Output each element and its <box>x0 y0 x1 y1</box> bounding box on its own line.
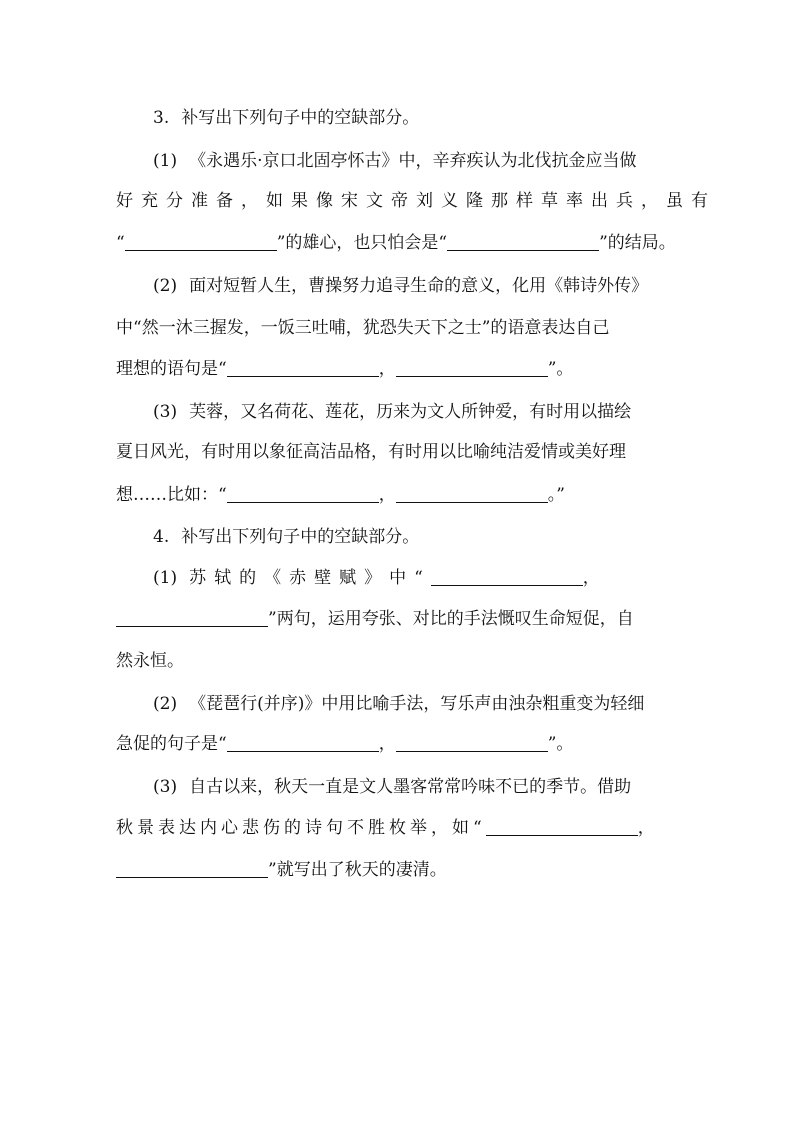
text-fragment: 急促的句子是“ <box>116 734 227 754</box>
answer-blank[interactable] <box>396 356 548 377</box>
answer-blank[interactable] <box>227 731 379 752</box>
item-number: (2) <box>153 694 178 714</box>
question-3-heading <box>153 103 682 133</box>
quote-open: “ <box>116 233 125 253</box>
text-fragment: 。” <box>547 485 565 505</box>
text-fragment: ”两句，运用夸张、对比的手法慨叹生命短促，自 <box>268 609 634 629</box>
punctuation: ， <box>378 485 396 505</box>
question-number: 3. <box>153 108 170 128</box>
question-title: 补写出下列句子中的空缺部分。 <box>181 527 420 547</box>
answer-blank[interactable] <box>125 230 277 251</box>
q3-item-1-line-2 <box>116 186 716 216</box>
punctuation: ， <box>582 568 600 588</box>
q3-item-3-line-1 <box>153 397 682 427</box>
q4-item-3-line-2 <box>116 813 682 843</box>
answer-blank[interactable] <box>431 565 583 586</box>
item-number: (1) <box>153 568 178 588</box>
text-fragment: 想……比如：“ <box>116 485 227 505</box>
answer-blank[interactable] <box>227 356 379 377</box>
item-number: (3) <box>153 402 178 422</box>
q3-item-3-line-2 <box>116 437 682 467</box>
answer-blank[interactable] <box>116 606 268 627</box>
answer-blank[interactable] <box>396 482 548 503</box>
question-title: 补写出下列句子中的空缺部分。 <box>181 108 420 128</box>
answer-blank[interactable] <box>227 482 379 503</box>
text-fragment: 理想的语句是“ <box>116 359 227 379</box>
text-line: 然永恒。 <box>116 651 184 671</box>
text-fragment: ”。 <box>547 359 574 379</box>
q4-item-3-line-1 <box>153 772 682 802</box>
q4-item-1-line-2 <box>116 604 682 634</box>
punctuation: ， <box>378 359 396 379</box>
q3-item-1-line-1 <box>153 146 682 176</box>
text-line: 《永遇乐·京口北固亭怀古》中，辛弃疾认为北伐抗金应当做 <box>189 151 637 171</box>
text-fragment: ”的结局。 <box>599 233 676 253</box>
text-line: 《琵琶行(并序)》中用比喻手法，写乐声由浊杂粗重变为轻细 <box>189 694 645 714</box>
q3-item-2-line-3 <box>116 354 682 384</box>
text-fragment: ”。 <box>547 734 574 754</box>
q4-item-2-line-1 <box>153 689 682 719</box>
question-number: 4. <box>153 527 170 547</box>
text-line: 夏日风光，有时用以象征高洁品格，有时用以比喻纯洁爱情或美好理 <box>116 442 626 462</box>
punctuation: ， <box>637 818 655 838</box>
q4-item-1-line-3 <box>116 646 682 676</box>
item-number: (1) <box>153 151 178 171</box>
item-number: (2) <box>153 276 178 296</box>
q4-item-1-line-1 <box>153 563 682 593</box>
text-line: 好充分准备，如果像宋文帝刘义隆那样草率出兵，虽有 <box>116 191 716 211</box>
text-fragment: ”就写出了秋天的凄清。 <box>268 860 447 880</box>
question-4-heading <box>153 522 682 552</box>
item-number: (3) <box>153 777 178 797</box>
q3-item-3-line-3 <box>116 480 682 510</box>
q3-item-2-line-2 <box>116 313 682 343</box>
answer-blank[interactable] <box>396 731 548 752</box>
answer-blank[interactable] <box>447 230 599 251</box>
answer-blank[interactable] <box>116 857 268 878</box>
punctuation: ， <box>378 734 396 754</box>
q3-item-1-line-3 <box>116 228 682 258</box>
text-line: 芙蓉，又名荷花、莲花，历来为文人所钟爱，有时用以描绘 <box>189 402 632 422</box>
text-line: 自古以来，秋天一直是文人墨客常常吟味不已的季节。借助 <box>189 777 632 797</box>
q4-item-2-line-2 <box>116 729 682 759</box>
text-fragment: 苏轼的《赤壁赋》中“ <box>189 568 431 588</box>
text-line: 面对短暂人生，曹操努力追寻生命的意义，化用《韩诗外传》 <box>189 276 649 296</box>
q4-item-3-line-3 <box>116 855 682 885</box>
text-fragment: ”的雄心，也只怕会是“ <box>276 233 448 253</box>
text-fragment: 秋景表达内心悲伤的诗句不胜枚举，如“ <box>116 818 486 838</box>
text-line: 中“然一沐三握发，一饭三吐哺，犹恐失天下之士”的语意表达自己 <box>116 318 610 338</box>
answer-blank[interactable] <box>486 815 638 836</box>
q3-item-2-line-1 <box>153 271 682 301</box>
